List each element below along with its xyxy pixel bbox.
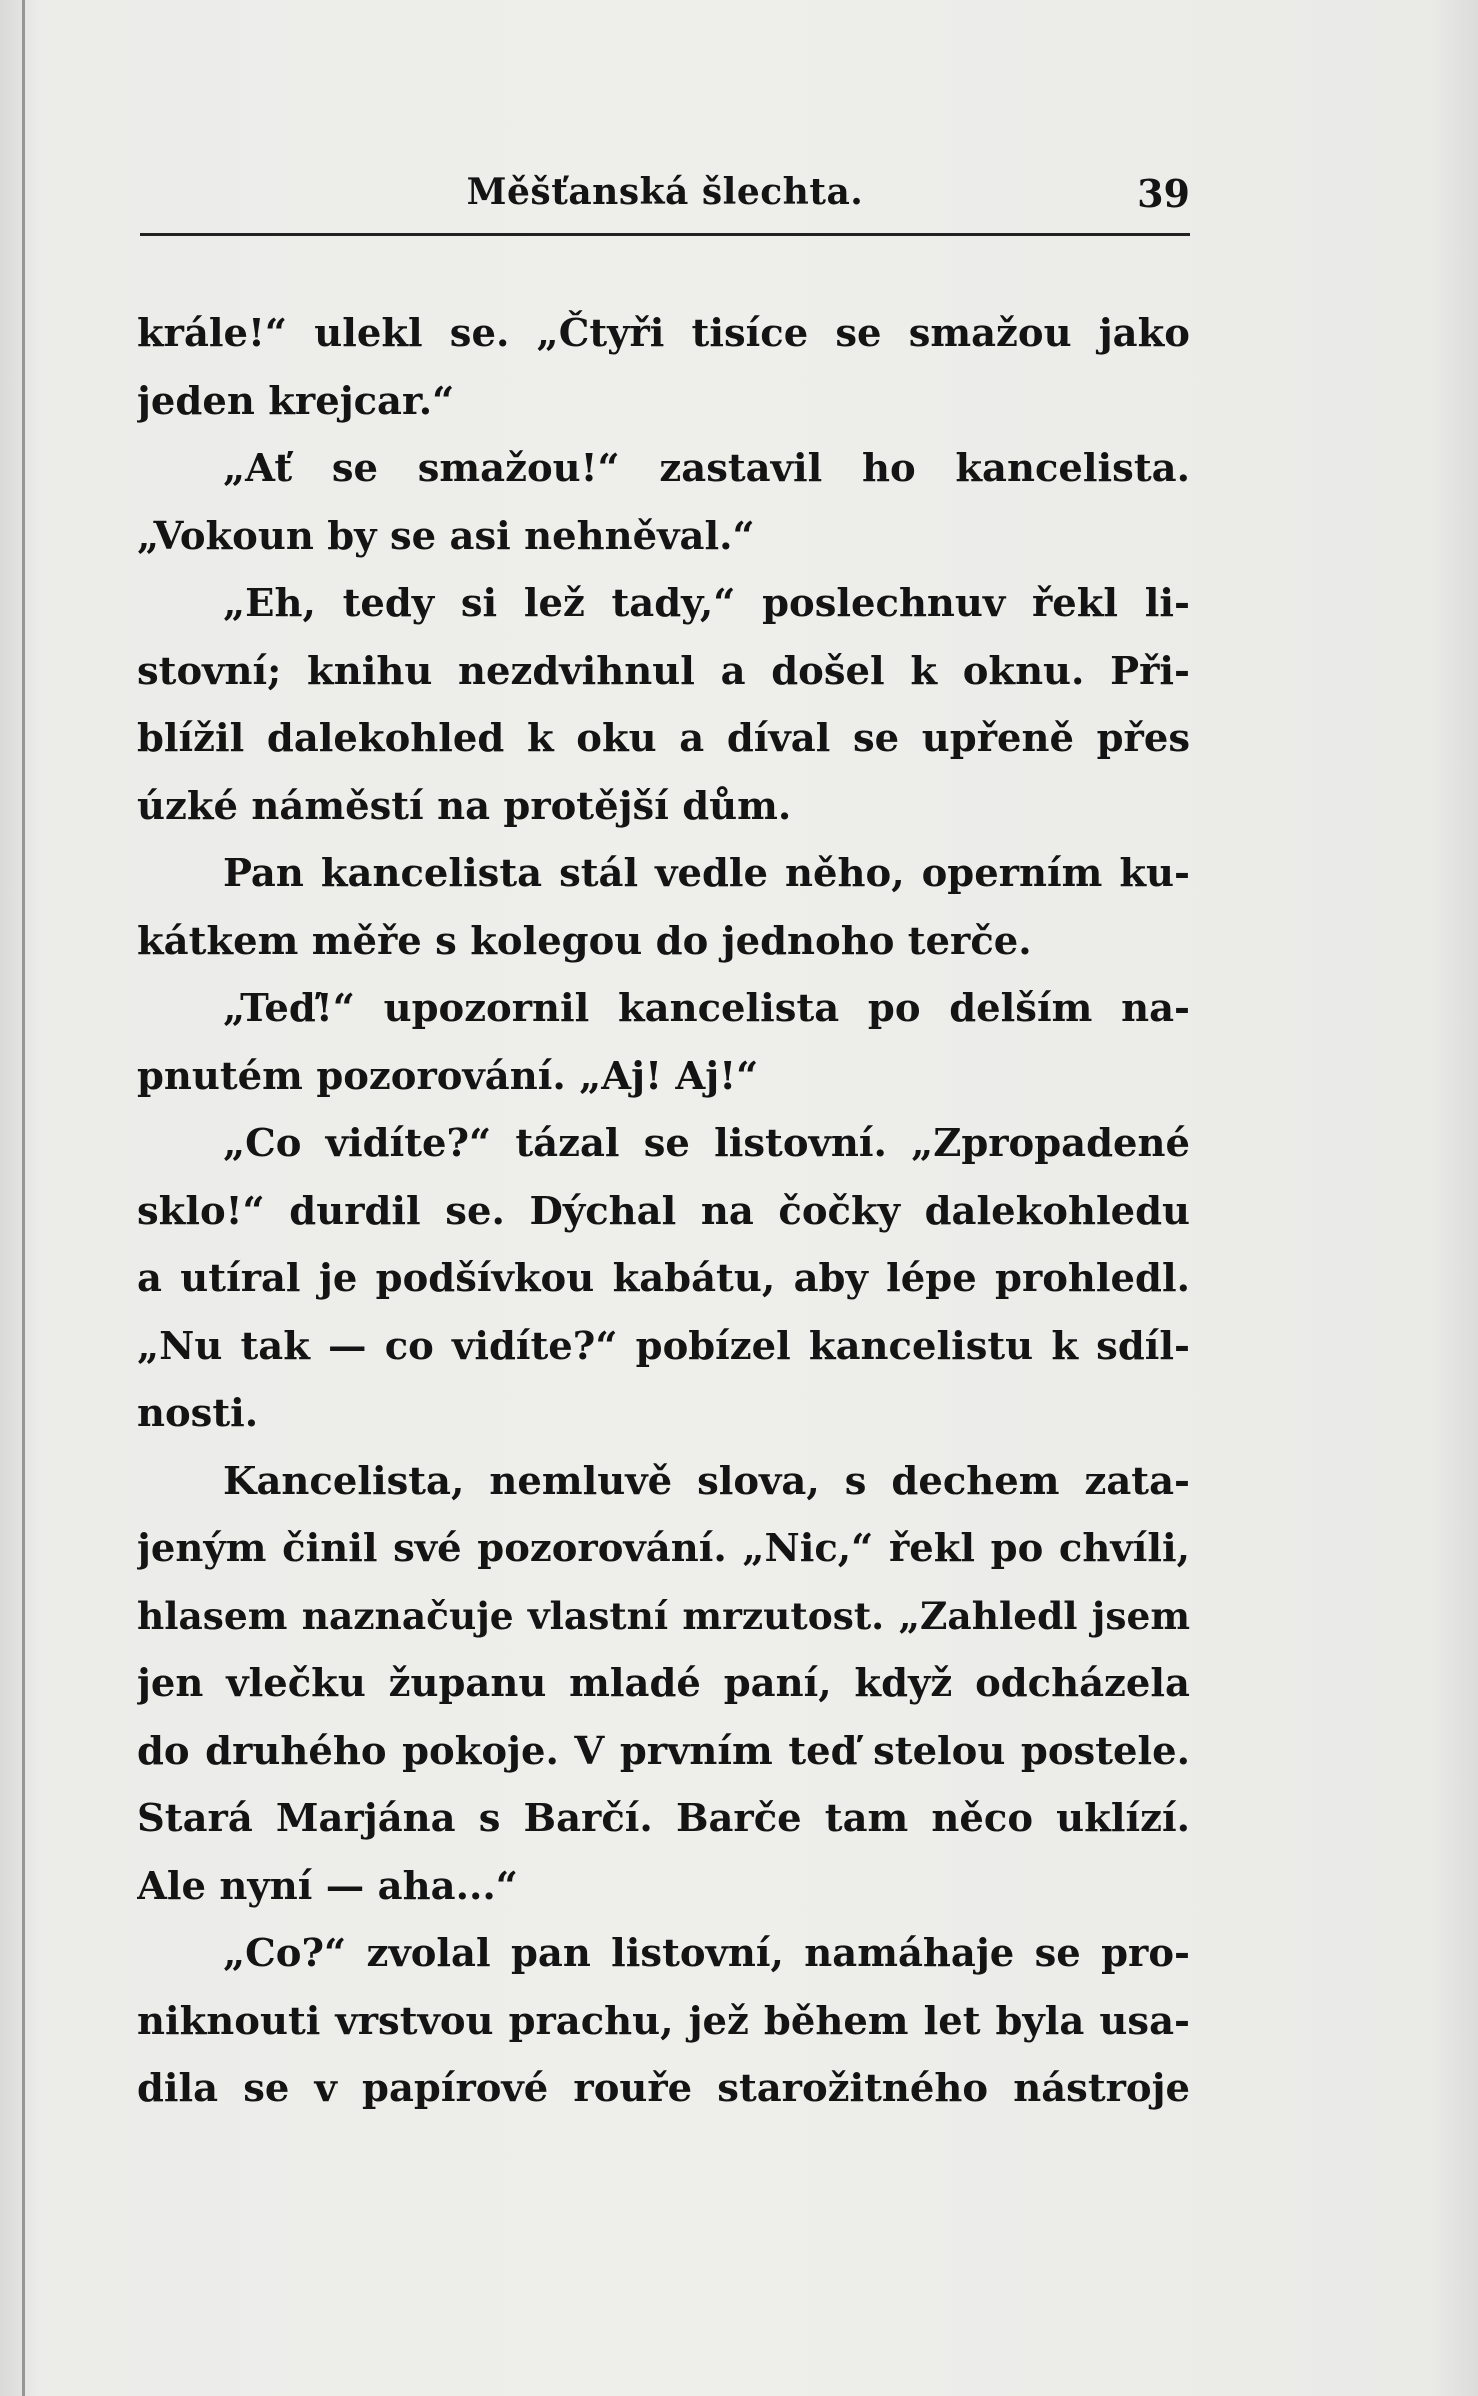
text-line: „Co vidíte?“ tázal se listovní. „Zpropadené bbox=[223, 1121, 1190, 1166]
text-line: pnutém pozorování. „Aj! Aj!“ bbox=[137, 1053, 759, 1099]
text-line: niknouti vrstvou prachu, jež během let byla usa- bbox=[137, 1998, 1190, 2044]
text-line: sklo!“ durdil se. Dýchal na čočky dalekohledu bbox=[137, 1188, 1190, 1234]
text-line: jeným činil své pozorování. „Nic,“ řekl po chvíli, bbox=[137, 1526, 1190, 1571]
page-number: 39 bbox=[1137, 171, 1190, 216]
text-line: Pan kancelista stál vedle něho, operním ku- bbox=[223, 851, 1190, 896]
text-line: „Vokoun by se asi nehněval.“ bbox=[137, 513, 755, 559]
text-line: dila se v papírové rouře starožitného nástroje bbox=[137, 2066, 1190, 2111]
text-line: úzké náměstí na protější dům. bbox=[137, 783, 792, 829]
text-line: Kancelista, nemluvě slova, s dechem zata- bbox=[223, 1458, 1190, 1504]
text-line: stovní; knihu nezdvihnul a došel k oknu. Při- bbox=[137, 648, 1190, 694]
header-rule bbox=[140, 233, 1190, 236]
running-head bbox=[140, 165, 1190, 225]
text-line: a utíral je podšívkou kabátu, aby lépe prohledl. bbox=[137, 1256, 1190, 1301]
text-line: jen vlečku županu mladé paní, když odcházela bbox=[137, 1661, 1190, 1706]
body-text bbox=[137, 300, 1190, 2123]
text-line: krále!“ ulekl se. „Čtyři tisíce se smažou jako bbox=[137, 311, 1190, 356]
text-line: „Teď!“ upozornil kancelista po delším na- bbox=[223, 986, 1190, 1031]
text-line: „Ať se smažou!“ zastavil ho kancelista. bbox=[223, 446, 1190, 491]
text-line: „Nu tak — co vidíte?“ pobízel kancelistu k sdíl- bbox=[137, 1323, 1190, 1369]
text-line: hlasem naznačuje vlastní mrzutost. „Zahledl jsem bbox=[137, 1593, 1190, 1638]
text-line: kátkem měře s kolegou do jednoho terče. bbox=[137, 918, 1032, 964]
text-line: „Eh, tedy si lež tady,“ poslechnuv řekl li- bbox=[223, 581, 1190, 626]
text-line: blížil dalekohled k oku a díval se upřeně přes bbox=[137, 716, 1190, 761]
text-line: „Co?“ zvolal pan listovní, namáhaje se pro- bbox=[223, 1931, 1190, 1976]
text-line: Ale nyní — aha...“ bbox=[137, 1863, 518, 1909]
text-line: jeden krejcar.“ bbox=[137, 378, 455, 424]
text-line: nosti. bbox=[137, 1391, 259, 1436]
text-line: do druhého pokoje. V prvním teď stelou postele. bbox=[137, 1728, 1190, 1774]
text-line: Stará Marjána s Barčí. Barče tam něco uklízí. bbox=[137, 1796, 1190, 1841]
binding-edge bbox=[22, 0, 25, 2396]
running-title: Měšťanská šlechta. bbox=[466, 171, 864, 213]
